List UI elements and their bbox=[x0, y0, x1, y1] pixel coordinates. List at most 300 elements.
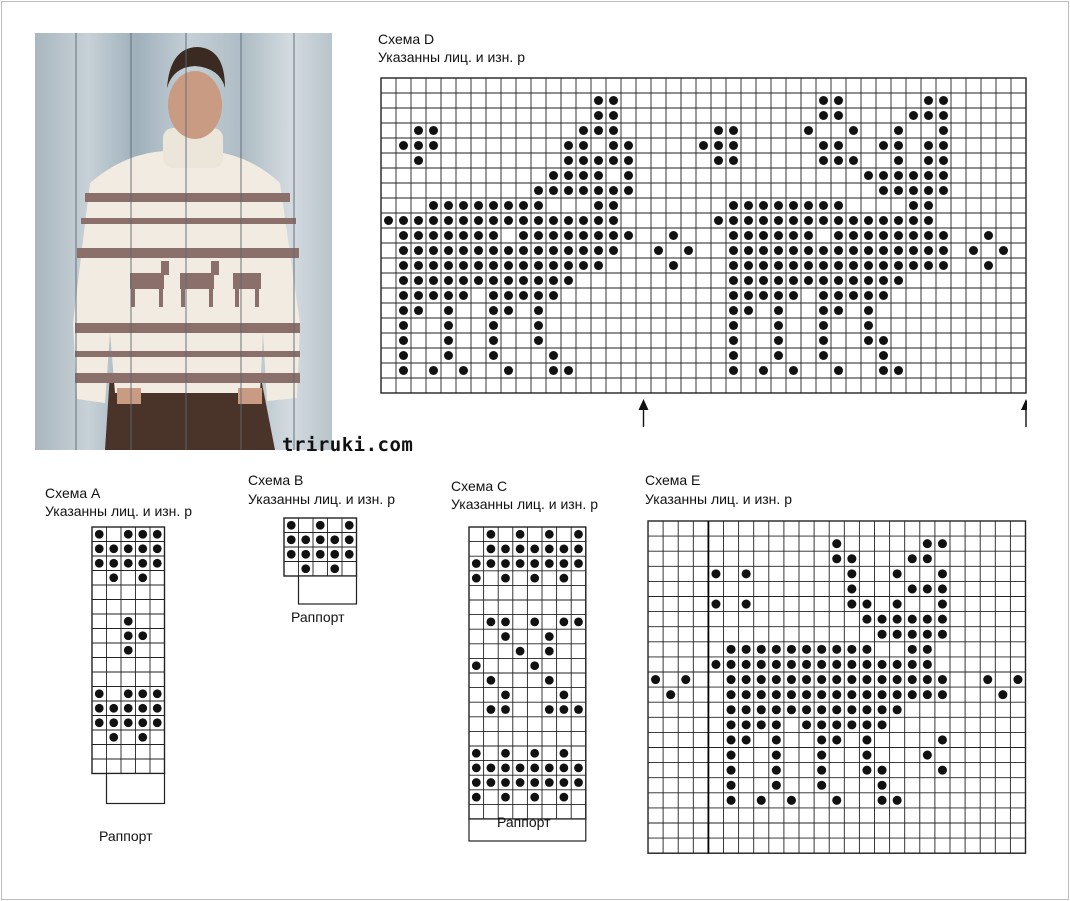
stitch-dot bbox=[399, 276, 408, 285]
stitch-dot bbox=[924, 111, 933, 120]
stitch-dot bbox=[772, 751, 781, 760]
stitch-dot bbox=[862, 705, 871, 714]
scheme-b-rapport-box bbox=[299, 576, 357, 604]
stitch-dot bbox=[924, 186, 933, 195]
stitch-dot bbox=[489, 351, 498, 360]
scheme-e-grid bbox=[647, 520, 1027, 854]
stitch-dot bbox=[832, 554, 841, 563]
stitch-dot bbox=[399, 366, 408, 375]
stitch-dot bbox=[301, 564, 310, 573]
stitch-dot bbox=[893, 796, 902, 805]
stitch-dot bbox=[923, 554, 932, 563]
stitch-dot bbox=[487, 530, 496, 539]
stitch-dot bbox=[316, 535, 325, 544]
stitch-dot bbox=[787, 796, 796, 805]
stitch-dot bbox=[124, 689, 133, 698]
stitch-dot bbox=[757, 675, 766, 684]
stitch-dot bbox=[489, 231, 498, 240]
stitch-dot bbox=[908, 615, 917, 624]
stitch-dot bbox=[594, 216, 603, 225]
stitch-dot bbox=[938, 584, 947, 593]
stitch-dot bbox=[444, 306, 453, 315]
stitch-dot bbox=[138, 689, 147, 698]
stitch-dot bbox=[519, 216, 528, 225]
stitch-dot bbox=[804, 216, 813, 225]
stitch-dot bbox=[744, 231, 753, 240]
stitch-dot bbox=[444, 216, 453, 225]
stitch-dot bbox=[864, 171, 873, 180]
stitch-dot bbox=[909, 261, 918, 270]
stitch-dot bbox=[834, 111, 843, 120]
stitch-dot bbox=[878, 615, 887, 624]
stitch-dot bbox=[504, 306, 513, 315]
stitch-dot bbox=[287, 550, 296, 559]
stitch-dot bbox=[847, 600, 856, 609]
stitch-dot bbox=[429, 261, 438, 270]
stitch-dot bbox=[923, 690, 932, 699]
stitch-dot bbox=[714, 126, 723, 135]
stitch-dot bbox=[534, 216, 543, 225]
stitch-dot bbox=[729, 231, 738, 240]
stitch-dot bbox=[530, 778, 539, 787]
stitch-dot bbox=[534, 336, 543, 345]
stitch-dot bbox=[879, 186, 888, 195]
stitch-dot bbox=[504, 201, 513, 210]
stitch-dot bbox=[444, 246, 453, 255]
stitch-dot bbox=[832, 705, 841, 714]
stitch-dot bbox=[727, 781, 736, 790]
stitch-dot bbox=[153, 544, 162, 553]
stitch-dot bbox=[757, 796, 766, 805]
stitch-dot bbox=[817, 675, 826, 684]
sweater-photo bbox=[35, 33, 332, 450]
stitch-dot bbox=[774, 306, 783, 315]
stitch-dot bbox=[878, 720, 887, 729]
stitch-dot bbox=[534, 201, 543, 210]
stitch-dot bbox=[893, 569, 902, 578]
stitch-dot bbox=[772, 781, 781, 790]
stitch-dot bbox=[504, 291, 513, 300]
stitch-dot bbox=[759, 231, 768, 240]
stitch-dot bbox=[95, 689, 104, 698]
scheme-a-rapport-label: Раппорт bbox=[99, 828, 153, 844]
stitch-dot bbox=[832, 690, 841, 699]
stitch-dot bbox=[516, 545, 525, 554]
stitch-dot bbox=[729, 201, 738, 210]
stitch-dot bbox=[729, 276, 738, 285]
scheme-c-title: Схема C bbox=[451, 478, 508, 494]
stitch-dot bbox=[834, 261, 843, 270]
stitch-dot bbox=[138, 704, 147, 713]
stitch-dot bbox=[864, 276, 873, 285]
stitch-dot bbox=[804, 126, 813, 135]
stitch-dot bbox=[624, 156, 633, 165]
stitch-dot bbox=[472, 574, 481, 583]
stitch-dot bbox=[472, 661, 481, 670]
stitch-dot bbox=[817, 645, 826, 654]
stitch-dot bbox=[444, 351, 453, 360]
stitch-dot bbox=[459, 276, 468, 285]
stitch-dot bbox=[287, 535, 296, 544]
stitch-dot bbox=[95, 704, 104, 713]
stitch-dot bbox=[429, 201, 438, 210]
stitch-dot bbox=[681, 675, 690, 684]
stitch-dot bbox=[862, 690, 871, 699]
stitch-dot bbox=[923, 584, 932, 593]
stitch-dot bbox=[847, 569, 856, 578]
stitch-dot bbox=[862, 660, 871, 669]
stitch-dot bbox=[519, 291, 528, 300]
stitch-dot bbox=[789, 291, 798, 300]
stitch-dot bbox=[923, 615, 932, 624]
stitch-dot bbox=[924, 261, 933, 270]
stitch-dot bbox=[774, 231, 783, 240]
stitch-dot bbox=[802, 720, 811, 729]
stitch-dot bbox=[501, 749, 510, 758]
stitch-dot bbox=[549, 351, 558, 360]
stitch-dot bbox=[742, 675, 751, 684]
stitch-dot bbox=[998, 690, 1007, 699]
stitch-dot bbox=[316, 521, 325, 530]
stitch-dot bbox=[534, 276, 543, 285]
stitch-dot bbox=[594, 126, 603, 135]
stitch-dot bbox=[316, 550, 325, 559]
stitch-dot bbox=[879, 351, 888, 360]
stitch-dot bbox=[984, 261, 993, 270]
stitch-dot bbox=[742, 600, 751, 609]
stitch-dot bbox=[472, 778, 481, 787]
stitch-dot bbox=[574, 764, 583, 773]
stitch-dot bbox=[138, 631, 147, 640]
stitch-dot bbox=[564, 171, 573, 180]
stitch-dot bbox=[772, 675, 781, 684]
stitch-dot bbox=[666, 690, 675, 699]
scheme-d-title: Схема D bbox=[378, 31, 435, 47]
stitch-dot bbox=[923, 645, 932, 654]
stitch-dot bbox=[787, 645, 796, 654]
stitch-dot bbox=[938, 539, 947, 548]
stitch-dot bbox=[939, 126, 948, 135]
stitch-dot bbox=[819, 291, 828, 300]
stitch-dot bbox=[787, 675, 796, 684]
stitch-dot bbox=[849, 276, 858, 285]
stitch-dot bbox=[729, 216, 738, 225]
stitch-dot bbox=[534, 246, 543, 255]
stitch-dot bbox=[772, 735, 781, 744]
stitch-dot bbox=[414, 156, 423, 165]
stitch-dot bbox=[609, 141, 618, 150]
stitch-dot bbox=[549, 216, 558, 225]
stitch-dot bbox=[330, 535, 339, 544]
stitch-dot bbox=[774, 246, 783, 255]
stitch-dot bbox=[714, 156, 723, 165]
stitch-dot bbox=[894, 216, 903, 225]
stitch-dot bbox=[789, 201, 798, 210]
stitch-dot bbox=[938, 675, 947, 684]
scheme-b-rapport-label: Раппорт bbox=[291, 609, 345, 625]
stitch-dot bbox=[459, 246, 468, 255]
stitch-dot bbox=[530, 793, 539, 802]
stitch-dot bbox=[729, 291, 738, 300]
stitch-dot bbox=[879, 261, 888, 270]
stitch-dot bbox=[938, 690, 947, 699]
stitch-dot bbox=[744, 201, 753, 210]
stitch-dot bbox=[501, 793, 510, 802]
stitch-dot bbox=[534, 321, 543, 330]
stitch-dot bbox=[802, 705, 811, 714]
stitch-dot bbox=[774, 201, 783, 210]
stitch-dot bbox=[789, 261, 798, 270]
stitch-dot bbox=[549, 276, 558, 285]
stitch-dot bbox=[772, 660, 781, 669]
stitch-dot bbox=[789, 216, 798, 225]
stitch-dot bbox=[124, 544, 133, 553]
stitch-dot bbox=[878, 630, 887, 639]
stitch-dot bbox=[579, 261, 588, 270]
stitch-dot bbox=[924, 216, 933, 225]
stitch-dot bbox=[742, 569, 751, 578]
stitch-dot bbox=[549, 246, 558, 255]
stitch-dot bbox=[847, 554, 856, 563]
stitch-dot bbox=[684, 246, 693, 255]
stitch-dot bbox=[501, 764, 510, 773]
stitch-dot bbox=[879, 336, 888, 345]
stitch-dot bbox=[744, 261, 753, 270]
stitch-dot bbox=[894, 276, 903, 285]
stitch-dot bbox=[878, 675, 887, 684]
stitch-dot bbox=[909, 246, 918, 255]
stitch-dot bbox=[894, 231, 903, 240]
stitch-dot bbox=[804, 246, 813, 255]
stitch-dot bbox=[530, 749, 539, 758]
stitch-dot bbox=[545, 764, 554, 773]
stitch-dot bbox=[924, 246, 933, 255]
stitch-dot bbox=[939, 111, 948, 120]
stitch-dot bbox=[834, 276, 843, 285]
stitch-dot bbox=[444, 291, 453, 300]
stitch-dot bbox=[832, 539, 841, 548]
stitch-dot bbox=[109, 718, 118, 727]
stitch-dot bbox=[153, 559, 162, 568]
stitch-dot bbox=[774, 261, 783, 270]
stitch-dot bbox=[414, 141, 423, 150]
stitch-dot bbox=[711, 660, 720, 669]
stitch-dot bbox=[908, 630, 917, 639]
scheme-a-title: Схема A bbox=[45, 485, 101, 501]
scheme-c-rapport-label: Раппорт bbox=[497, 814, 551, 830]
stitch-dot bbox=[487, 545, 496, 554]
stitch-dot bbox=[849, 261, 858, 270]
stitch-dot bbox=[893, 630, 902, 639]
stitch-dot bbox=[564, 186, 573, 195]
stitch-dot bbox=[579, 171, 588, 180]
stitch-dot bbox=[519, 201, 528, 210]
stitch-dot bbox=[487, 778, 496, 787]
stitch-dot bbox=[893, 705, 902, 714]
stitch-dot bbox=[699, 141, 708, 150]
stitch-dot bbox=[802, 690, 811, 699]
stitch-dot bbox=[501, 545, 510, 554]
stitch-dot bbox=[564, 216, 573, 225]
stitch-dot bbox=[789, 246, 798, 255]
stitch-dot bbox=[757, 660, 766, 669]
stitch-dot bbox=[429, 231, 438, 240]
stitch-dot bbox=[516, 559, 525, 568]
stitch-dot bbox=[444, 201, 453, 210]
stitch-dot bbox=[757, 720, 766, 729]
stitch-dot bbox=[819, 216, 828, 225]
stitch-dot bbox=[564, 246, 573, 255]
stitch-dot bbox=[516, 647, 525, 656]
stitch-dot bbox=[609, 231, 618, 240]
stitch-dot bbox=[153, 704, 162, 713]
scheme-a-note: Указанны лиц. и изн. р bbox=[45, 503, 192, 519]
stitch-dot bbox=[742, 720, 751, 729]
stitch-dot bbox=[729, 306, 738, 315]
stitch-dot bbox=[138, 718, 147, 727]
stitch-dot bbox=[789, 276, 798, 285]
stitch-dot bbox=[774, 336, 783, 345]
stitch-dot bbox=[545, 559, 554, 568]
stitch-dot bbox=[459, 291, 468, 300]
stitch-dot bbox=[909, 216, 918, 225]
stitch-dot bbox=[834, 141, 843, 150]
stitch-dot bbox=[487, 764, 496, 773]
stitch-dot bbox=[729, 261, 738, 270]
stitch-dot bbox=[579, 216, 588, 225]
stitch-dot bbox=[832, 796, 841, 805]
stitch-dot bbox=[772, 690, 781, 699]
man-in-reindeer-sweater-photo bbox=[35, 33, 332, 450]
stitch-dot bbox=[727, 645, 736, 654]
stitch-dot bbox=[909, 186, 918, 195]
stitch-dot bbox=[742, 705, 751, 714]
stitch-dot bbox=[489, 291, 498, 300]
site-watermark bbox=[282, 434, 413, 456]
stitch-dot bbox=[459, 201, 468, 210]
stitch-dot bbox=[894, 366, 903, 375]
stitch-dot bbox=[549, 366, 558, 375]
stitch-dot bbox=[862, 615, 871, 624]
scheme-c-note: Указанны лиц. и изн. р bbox=[451, 496, 598, 512]
stitch-dot bbox=[429, 246, 438, 255]
stitch-dot bbox=[399, 231, 408, 240]
stitch-dot bbox=[399, 291, 408, 300]
stitch-dot bbox=[414, 276, 423, 285]
scheme-a-chart bbox=[91, 526, 166, 805]
stitch-dot bbox=[727, 690, 736, 699]
stitch-dot bbox=[109, 573, 118, 582]
stitch-dot bbox=[878, 766, 887, 775]
stitch-dot bbox=[759, 276, 768, 285]
stitch-dot bbox=[759, 261, 768, 270]
stitch-dot bbox=[727, 735, 736, 744]
stitch-dot bbox=[489, 306, 498, 315]
scheme-b-grid bbox=[283, 517, 358, 605]
stitch-dot bbox=[923, 630, 932, 639]
stitch-dot bbox=[774, 291, 783, 300]
stitch-dot bbox=[530, 574, 539, 583]
stitch-dot bbox=[545, 530, 554, 539]
stitch-dot bbox=[729, 351, 738, 360]
stitch-dot bbox=[489, 321, 498, 330]
scheme-c-grid bbox=[468, 526, 587, 842]
stitch-dot bbox=[609, 96, 618, 105]
stitch-dot bbox=[579, 156, 588, 165]
scheme-d-grid bbox=[380, 77, 1027, 430]
stitch-dot bbox=[530, 545, 539, 554]
stitch-dot bbox=[832, 735, 841, 744]
stitch-dot bbox=[878, 690, 887, 699]
stitch-dot bbox=[849, 246, 858, 255]
stitch-dot bbox=[654, 246, 663, 255]
stitch-dot bbox=[924, 141, 933, 150]
stitch-dot bbox=[819, 261, 828, 270]
stitch-dot bbox=[819, 246, 828, 255]
stitch-dot bbox=[579, 126, 588, 135]
stitch-dot bbox=[774, 351, 783, 360]
watermark-text: triruki.com bbox=[282, 434, 414, 456]
stitch-dot bbox=[124, 704, 133, 713]
stitch-dot bbox=[489, 336, 498, 345]
stitch-dot bbox=[834, 291, 843, 300]
stitch-dot bbox=[817, 735, 826, 744]
stitch-dot bbox=[516, 764, 525, 773]
stitch-dot bbox=[802, 645, 811, 654]
stitch-dot bbox=[489, 261, 498, 270]
stitch-dot bbox=[939, 246, 948, 255]
stitch-dot bbox=[772, 705, 781, 714]
stitch-dot bbox=[501, 574, 510, 583]
stitch-dot bbox=[560, 705, 569, 714]
stitch-dot bbox=[819, 96, 828, 105]
stitch-dot bbox=[878, 796, 887, 805]
stitch-dot bbox=[757, 690, 766, 699]
stitch-dot bbox=[744, 246, 753, 255]
stitch-dot bbox=[429, 276, 438, 285]
stitch-dot bbox=[504, 246, 513, 255]
stitch-dot bbox=[669, 261, 678, 270]
stitch-dot bbox=[864, 291, 873, 300]
stitch-dot bbox=[804, 276, 813, 285]
stitch-dot bbox=[549, 291, 558, 300]
stitch-dot bbox=[429, 216, 438, 225]
arrow-up-icon bbox=[1021, 399, 1027, 427]
stitch-dot bbox=[774, 216, 783, 225]
stitch-dot bbox=[757, 705, 766, 714]
stitch-dot bbox=[579, 231, 588, 240]
stitch-dot bbox=[939, 261, 948, 270]
stitch-dot bbox=[330, 550, 339, 559]
stitch-dot bbox=[487, 676, 496, 685]
stitch-dot bbox=[893, 600, 902, 609]
stitch-dot bbox=[787, 690, 796, 699]
stitch-dot bbox=[574, 530, 583, 539]
stitch-dot bbox=[727, 796, 736, 805]
stitch-dot bbox=[893, 690, 902, 699]
stitch-dot bbox=[894, 156, 903, 165]
stitch-dot bbox=[817, 660, 826, 669]
stitch-dot bbox=[847, 690, 856, 699]
stitch-dot bbox=[345, 550, 354, 559]
stitch-dot bbox=[519, 246, 528, 255]
stitch-dot bbox=[560, 764, 569, 773]
stitch-dot bbox=[938, 630, 947, 639]
arrow-up-icon bbox=[639, 399, 649, 427]
stitch-dot bbox=[729, 246, 738, 255]
stitch-dot bbox=[399, 336, 408, 345]
stitch-dot bbox=[939, 171, 948, 180]
